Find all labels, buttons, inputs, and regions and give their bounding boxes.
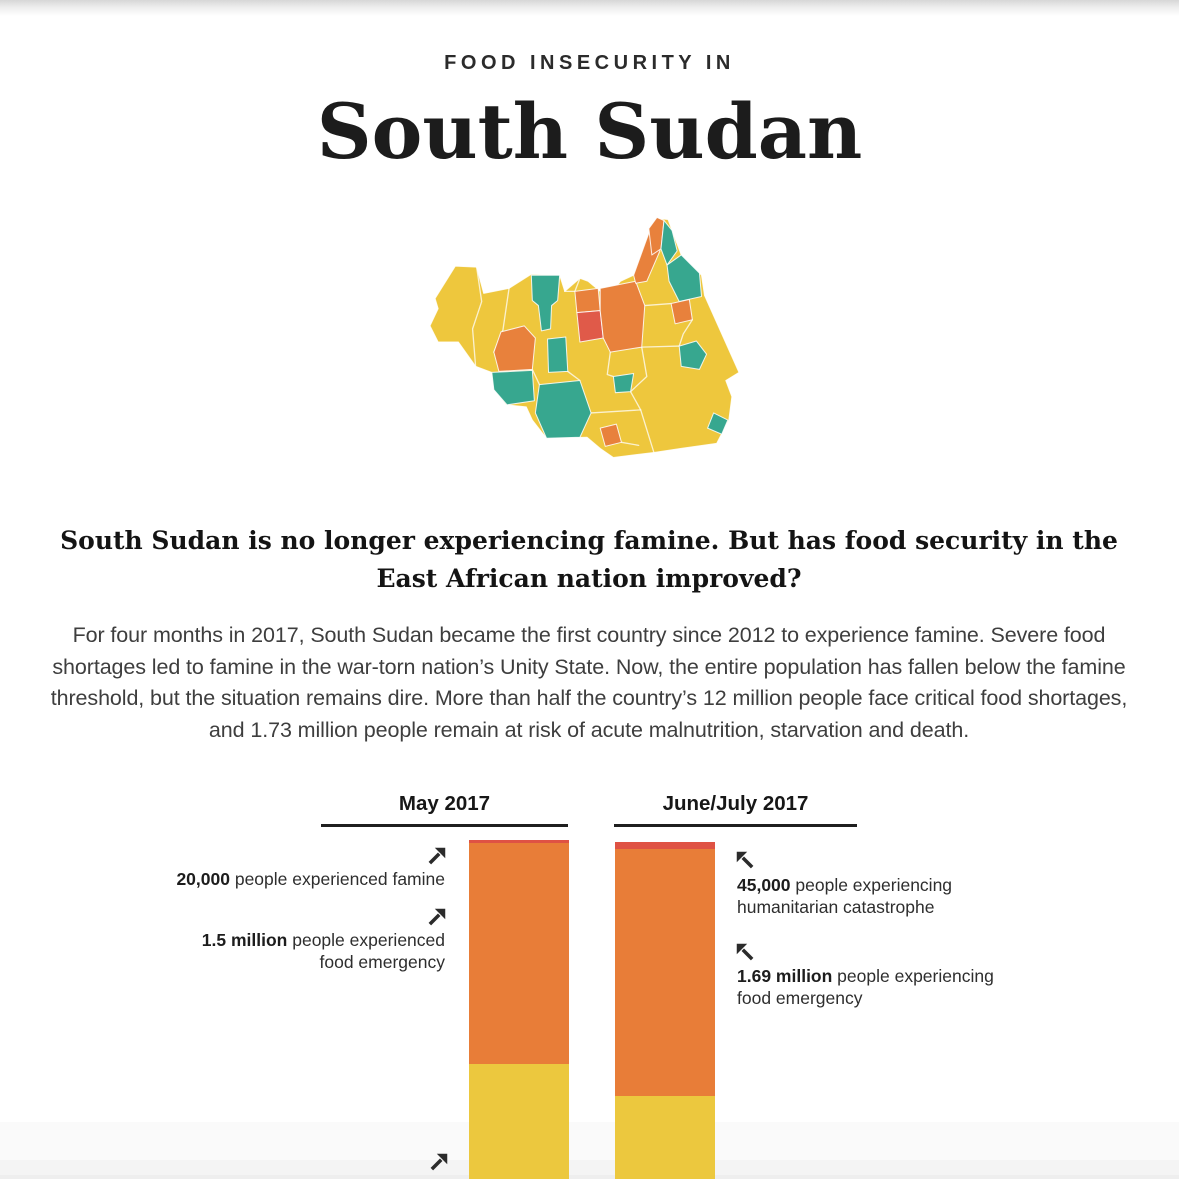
bar-segment xyxy=(469,1064,569,1179)
map-county-teal xyxy=(548,337,568,372)
kicker-text: FOOD INSECURITY IN xyxy=(444,52,735,74)
map-county-red xyxy=(577,311,603,342)
annotation-value: 1.69 million xyxy=(737,966,833,986)
bar-segment xyxy=(615,1096,715,1179)
bottom-shade-band xyxy=(0,1175,1179,1179)
bar-segment xyxy=(615,849,715,1096)
annotation-emergency-may xyxy=(165,930,445,973)
map-county-orange xyxy=(671,299,692,323)
south-sudan-county-map xyxy=(428,212,742,466)
annotation-text: people experiencing humanitarian catastrophe xyxy=(737,875,953,917)
arrow-up-right-icon xyxy=(426,906,448,928)
annotation-text: people experiencing food emergency xyxy=(737,966,994,1008)
map-county-orange xyxy=(575,288,600,312)
stacked-bar-june-july-2017 xyxy=(615,842,715,1179)
top-viewport-shade xyxy=(0,0,1179,16)
bottom-shade-band xyxy=(0,1122,1179,1160)
annotation-value: 1.5 million xyxy=(201,930,288,950)
page-title: South Sudan xyxy=(316,87,863,176)
bottom-shade-band xyxy=(0,1160,1179,1175)
annotation-value: 45,000 xyxy=(737,875,791,895)
map-county-orange xyxy=(600,281,645,352)
annotation-value: 20,000 xyxy=(176,869,230,889)
bar-segment xyxy=(615,842,715,849)
arrow-up-right-icon xyxy=(428,1151,450,1173)
arrow-up-left-icon xyxy=(734,941,756,963)
column-rule xyxy=(614,824,857,827)
annotation-text: people experienced food emergency xyxy=(287,930,445,972)
annotation-emergency-june xyxy=(737,966,1027,1009)
map-svg xyxy=(428,212,742,466)
map-county-teal xyxy=(492,370,535,404)
map-county-teal xyxy=(535,381,591,439)
stacked-bar-may-2017 xyxy=(469,840,569,1179)
map-county-teal xyxy=(613,373,633,392)
bar-segment xyxy=(469,843,569,1064)
annotation-text: people experienced famine xyxy=(229,869,445,889)
column-header-june-july-2017: June/July 2017 xyxy=(662,792,809,815)
arrow-up-left-icon xyxy=(734,849,756,871)
annotation-catastrophe-june xyxy=(737,875,977,918)
column-rule xyxy=(321,824,568,827)
article-headline: South Sudan is no longer experiencing famine. But has food security in the East African nation improved? xyxy=(60,526,1118,593)
intro-paragraph: For four months in 2017, South Sudan became the first country since 2012 to experience famine. Severe food shortages led to famine in the war-torn nation’s Unity State. Now, the entire population has fallen below the famine threshold, but the situation remains dire. More than half the country’s 12 million people face critical food shortages, and 1.73 million people remain at risk of acute malnutrition, starvation and death. xyxy=(50,623,1128,742)
annotation-famine-may xyxy=(125,869,445,891)
arrow-up-right-icon xyxy=(426,845,448,867)
column-header-may-2017: May 2017 xyxy=(398,792,491,815)
